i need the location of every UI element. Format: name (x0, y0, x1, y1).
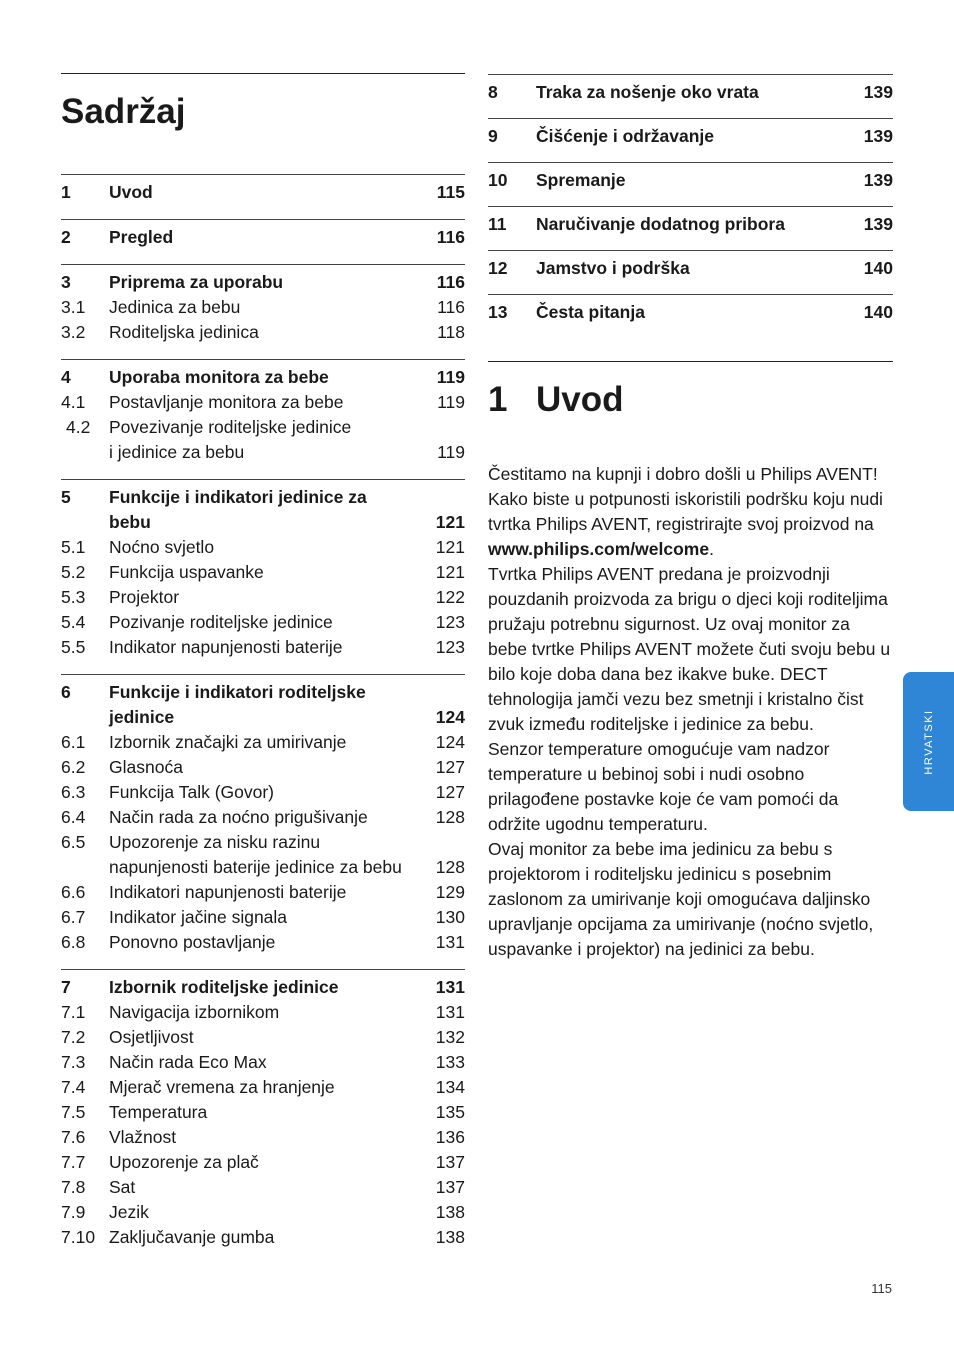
toc-entry-page: 138 (435, 1202, 465, 1222)
toc-entry-number: 5.4 (61, 612, 86, 632)
toc-left-column (61, 73, 465, 1264)
toc-entry-label: i jedinice za bebu (109, 442, 245, 462)
toc-entry[interactable] (61, 780, 465, 805)
toc-section (488, 74, 893, 118)
toc-entry-page (425, 415, 465, 440)
toc-entry-number: 5 (61, 487, 71, 507)
toc-entry-number: 7.9 (61, 1202, 86, 1222)
chapter-heading (488, 361, 893, 420)
toc-entry-page: 139 (863, 214, 893, 234)
toc-entry-label: Ponovno postavljanje (109, 932, 276, 952)
toc-entry-label: Izbornik značajki za umirivanje (109, 732, 347, 752)
toc-entry-number: 7.1 (61, 1002, 86, 1022)
toc-section (488, 206, 893, 250)
toc-entry-label: Temperatura (109, 1102, 208, 1122)
toc-entry[interactable] (61, 510, 465, 535)
toc-entry-label: Vlažnost (109, 1127, 177, 1147)
toc-entry[interactable] (61, 610, 465, 635)
toc-entry-page: 140 (863, 258, 893, 278)
right-column (488, 74, 893, 962)
toc-entry-label: Uvod (109, 182, 153, 202)
toc-entry-page: 131 (435, 1002, 465, 1022)
toc-entry[interactable] (61, 365, 465, 390)
toc-entry[interactable] (488, 168, 893, 193)
toc-entry-page: 118 (437, 322, 465, 342)
toc-entry-page: 131 (435, 977, 465, 997)
paragraph-3: Senzor temperature omogućuje vam nadzor temperature u bebinoj sobi i nudi osobno prilagođene postavke koje će vam pomoći da održite ugodnu temperaturu. (488, 739, 839, 834)
toc-entry-page: 122 (435, 587, 465, 607)
toc-entry[interactable] (61, 680, 465, 705)
toc-entry-page: 138 (435, 1227, 465, 1247)
toc-entry-page (425, 485, 465, 510)
toc-section (61, 674, 465, 969)
toc-entry-number: 6.3 (61, 782, 86, 802)
toc-entry[interactable] (61, 415, 465, 440)
toc-entry[interactable] (61, 1200, 465, 1225)
toc-entry-page: 119 (436, 367, 465, 387)
toc-entry-number: 7.6 (61, 1127, 86, 1147)
toc-entry-page: 139 (863, 126, 893, 146)
toc-entry[interactable] (61, 440, 465, 465)
top-rule (61, 73, 465, 74)
toc-entry-label: Česta pitanja (536, 302, 645, 322)
toc-entry-label: Povezivanje roditeljske jedinice (109, 417, 352, 437)
toc-entry-page: 135 (435, 1102, 465, 1122)
toc-entry-number: 10 (488, 170, 508, 190)
toc-section (61, 174, 465, 219)
toc-entry-number: 13 (488, 302, 508, 322)
toc-entry-number: 3 (61, 272, 71, 292)
toc-entry-label: Sat (109, 1177, 136, 1197)
toc-entry-label: napunjenosti baterije jedinice za bebu (109, 857, 402, 877)
toc-entry-page: 116 (436, 272, 465, 292)
toc-entry-number: 6.4 (61, 807, 86, 827)
toc-entry-page: 116 (436, 227, 465, 247)
toc-entry-number: 12 (488, 258, 508, 278)
toc-entry-number (61, 705, 109, 730)
toc-entry[interactable] (61, 905, 465, 930)
toc-entry-number: 4.1 (61, 392, 86, 412)
toc-entry-number: 7.10 (61, 1227, 96, 1247)
toc-entry-label: Uporaba monitora za bebe (109, 367, 329, 387)
toc-entry-label: Jezik (109, 1202, 149, 1222)
toc-entry-number (61, 440, 109, 465)
toc-entry-number: 7.5 (61, 1102, 86, 1122)
toc-section (61, 219, 465, 264)
language-tab (903, 672, 954, 811)
welcome-link[interactable]: www.philips.com/welcome (488, 539, 710, 559)
toc-entry[interactable] (61, 560, 465, 585)
toc-entry-label: Upozorenje za plač (109, 1152, 259, 1172)
toc-section (488, 118, 893, 162)
toc-section (488, 294, 893, 338)
toc-entry-number: 3.1 (61, 297, 86, 317)
toc-entry[interactable] (61, 1025, 465, 1050)
toc-entry-page: 137 (435, 1152, 465, 1172)
toc-entry-page: 139 (863, 170, 893, 190)
toc-entry-label: Izbornik roditeljske jedinice (109, 977, 339, 997)
toc-entry-label: Jamstvo i podrška (536, 258, 690, 278)
toc-section (488, 162, 893, 206)
toc-entry-page: 133 (435, 1052, 465, 1072)
toc-entry[interactable] (61, 180, 465, 205)
intro-period: . (709, 539, 714, 559)
toc-entry-page: 119 (437, 392, 465, 412)
toc-left-list (61, 174, 465, 1264)
toc-entry[interactable] (488, 124, 893, 149)
toc-entry-label: Funkcije i indikatori roditeljske (109, 682, 366, 702)
toc-entry-page: 119 (437, 442, 465, 462)
toc-entry-label: Pregled (109, 227, 174, 247)
toc-entry-page: 131 (435, 932, 465, 952)
toc-entry-number: 6.2 (61, 757, 86, 777)
toc-title: Sadržaj (61, 92, 186, 131)
toc-entry-label: Jedinica za bebu (109, 297, 241, 317)
toc-entry-label: Zaključavanje gumba (109, 1227, 275, 1247)
toc-entry-number: 5.2 (61, 562, 86, 582)
toc-section (61, 264, 465, 359)
toc-entry[interactable] (61, 755, 465, 780)
toc-entry-number: 11 (488, 214, 507, 234)
toc-entry-label: Način rada za noćno prigušivanje (109, 807, 368, 827)
toc-entry-page (425, 680, 465, 705)
toc-entry-label: Spremanje (536, 170, 626, 190)
toc-entry-page: 124 (435, 732, 465, 752)
toc-entry[interactable] (488, 212, 893, 237)
toc-entry-label: Način rada Eco Max (109, 1052, 267, 1072)
toc-entry-number: 5.1 (61, 537, 86, 557)
toc-entry-page: 137 (435, 1177, 465, 1197)
toc-entry-page: 115 (436, 182, 465, 202)
toc-entry-label: Čišćenje i održavanje (536, 126, 714, 146)
toc-entry-number (61, 510, 109, 535)
toc-entry-label: Noćno svjetlo (109, 537, 215, 557)
toc-entry-page: 132 (435, 1027, 465, 1047)
toc-entry-page: 123 (435, 637, 465, 657)
toc-entry[interactable] (488, 80, 893, 105)
toc-entry-number: 7.4 (61, 1077, 86, 1097)
toc-entry[interactable] (61, 320, 465, 345)
toc-entry-number: 7 (61, 977, 71, 997)
toc-entry[interactable] (61, 1075, 465, 1100)
toc-entry-label: Priprema za uporabu (109, 272, 284, 292)
toc-entry[interactable] (61, 535, 465, 560)
toc-entry[interactable] (61, 880, 465, 905)
toc-entry-label: Navigacija izbornikom (109, 1002, 280, 1022)
language-tab-label: HRVATSKI (922, 708, 935, 775)
toc-entry-number: 2 (61, 227, 71, 247)
toc-entry-label: Osjetljivost (109, 1027, 194, 1047)
toc-entry-number: 6.1 (61, 732, 86, 752)
intro-text: Čestitamo na kupnji i dobro došli u Philips AVENT! Kako biste u potpunosti iskoristili podršku koju nudi tvrtka Philips AVENT, registrirajte svoj proizvod na (488, 464, 883, 534)
toc-entry-label: Glasnoća (109, 757, 183, 777)
toc-entry-label: Postavljanje monitora za bebe (109, 392, 344, 412)
toc-entry-label: Naručivanje dodatnog pribora (536, 214, 785, 234)
toc-entry-label: Upozorenje za nisku razinu (109, 832, 321, 852)
toc-entry[interactable] (61, 975, 465, 1000)
toc-entry[interactable] (61, 930, 465, 955)
toc-entry-page: 134 (435, 1077, 465, 1097)
toc-section (488, 250, 893, 294)
toc-entry-label: Indikator jačine signala (109, 907, 288, 927)
toc-entry[interactable] (61, 705, 465, 730)
paragraph-2: Tvrtka Philips AVENT predana je proizvodnji pouzdanih proizvoda za brigu o djeci koji roditeljima pružaju potrebnu sigurnost. Uz ovaj monitor za bebe tvrtke Philips AVENT možete čuti svoju bebu u bilo koje doba dana bez ikakve buke. DECT tehnologija jamči vezu bez smetnji i kristalno čist zvuk između roditeljske i jedinice za bebu. (488, 564, 891, 734)
toc-entry-number: 8 (488, 82, 498, 102)
toc-entry-page: 129 (435, 882, 465, 902)
chapter-title: Uvod (536, 380, 624, 419)
toc-entry[interactable] (61, 390, 465, 415)
toc-entry[interactable] (61, 830, 465, 855)
toc-entry-number: 5.3 (61, 587, 86, 607)
toc-entry[interactable] (61, 805, 465, 830)
toc-entry-number: 5.5 (61, 637, 86, 657)
chapter-body (488, 462, 893, 962)
toc-entry-page: 127 (435, 782, 465, 802)
page-number: 115 (871, 1281, 892, 1296)
toc-entry-page: 130 (435, 907, 465, 927)
toc-entry-number: 4 (61, 367, 71, 387)
toc-entry-number: 4.2 (66, 417, 91, 437)
toc-entry[interactable] (61, 225, 465, 250)
toc-entry-page: 121 (435, 537, 465, 557)
toc-entry[interactable] (61, 635, 465, 660)
toc-entry-number (61, 855, 109, 880)
toc-entry-label: Funkcije i indikatori jedinice za (109, 487, 367, 507)
toc-entry-number: 7.8 (61, 1177, 86, 1197)
toc-entry-label: Pozivanje roditeljske jedinice (109, 612, 333, 632)
toc-entry-page: 124 (435, 707, 465, 727)
toc-entry[interactable] (61, 855, 465, 880)
toc-entry[interactable] (61, 1000, 465, 1025)
toc-entry[interactable] (61, 1225, 465, 1250)
toc-entry[interactable] (61, 1125, 465, 1150)
toc-entry[interactable] (61, 585, 465, 610)
toc-entry-label: Indikatori napunjenosti baterije (109, 882, 347, 902)
toc-entry-number: 7.7 (61, 1152, 86, 1172)
toc-entry[interactable] (61, 1150, 465, 1175)
toc-entry-number: 6.6 (61, 882, 86, 902)
toc-entry-number: 7.3 (61, 1052, 86, 1072)
toc-right-list (488, 74, 893, 338)
toc-entry[interactable] (61, 485, 465, 510)
intro-paragraph (488, 462, 893, 562)
toc-entry-label: Roditeljska jedinica (109, 322, 259, 342)
toc-entry-label: jedinice (109, 707, 175, 727)
toc-entry-page: 136 (435, 1127, 465, 1147)
toc-entry[interactable] (61, 270, 465, 295)
toc-entry[interactable] (61, 295, 465, 320)
toc-entry-number: 6 (61, 682, 71, 702)
toc-section (61, 969, 465, 1264)
toc-entry-label: bebu (109, 512, 151, 532)
paragraph-4: Ovaj monitor za bebe ima jedinicu za bebu s projektorom i roditeljsku jedinicu s posebnim zaslonom za umirivanje koji omogućava daljinsko upravljanje opcijama za umirivanje (noćno svjetlo, uspavanke i projektor) na jedinici za bebu. (488, 839, 874, 959)
toc-entry[interactable] (61, 1100, 465, 1125)
toc-entry-page: 128 (435, 807, 465, 827)
toc-entry[interactable] (488, 300, 893, 325)
toc-entry-page: 140 (863, 302, 893, 322)
toc-entry-number: 6.8 (61, 932, 86, 952)
toc-section (61, 359, 465, 479)
toc-entry-page (425, 830, 465, 855)
toc-section (61, 479, 465, 674)
toc-entry-page: 123 (435, 612, 465, 632)
toc-entry-number: 1 (61, 182, 71, 202)
toc-entry-page: 116 (437, 297, 465, 317)
toc-entry-page: 121 (435, 562, 465, 582)
toc-entry-label: Funkcija uspavanke (109, 562, 264, 582)
toc-entry-page: 127 (435, 757, 465, 777)
toc-entry[interactable] (488, 256, 893, 281)
toc-entry-label: Funkcija Talk (Govor) (109, 782, 275, 802)
chapter-number: 1 (488, 380, 508, 419)
toc-entry[interactable] (61, 1050, 465, 1075)
toc-entry[interactable] (61, 1175, 465, 1200)
toc-entry-number: 3.2 (61, 322, 86, 342)
toc-entry-label: Mjerač vremena za hranjenje (109, 1077, 335, 1097)
toc-entry[interactable] (61, 730, 465, 755)
toc-entry-page: 121 (435, 512, 465, 532)
toc-entry-number: 6.7 (61, 907, 86, 927)
toc-entry-label: Traka za nošenje oko vrata (536, 82, 759, 102)
toc-entry-number: 7.2 (61, 1027, 86, 1047)
toc-entry-page: 139 (863, 82, 893, 102)
toc-entry-number: 6.5 (61, 832, 86, 852)
toc-entry-label: Projektor (109, 587, 180, 607)
toc-entry-label: Indikator napunjenosti baterije (109, 637, 343, 657)
toc-entry-number: 9 (488, 126, 498, 146)
toc-entry-page: 128 (435, 857, 465, 877)
